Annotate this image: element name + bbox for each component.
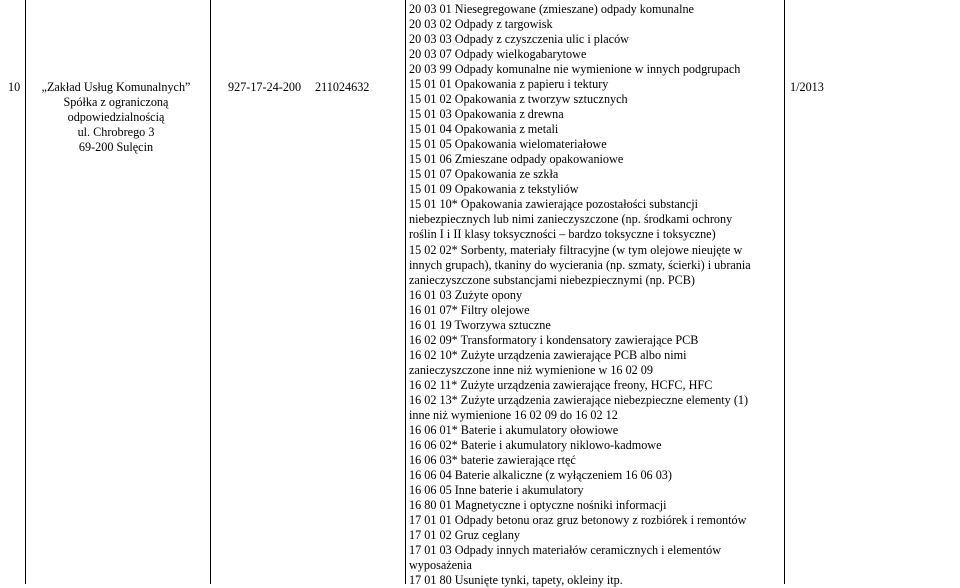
waste-line: 16 06 05 Inne baterie i akumulatory (409, 483, 584, 497)
waste-line: innych grupach), tkaniny do wycierania (np. szmaty, ścierki) i ubrania (409, 257, 751, 272)
waste-line: 20 03 07 Odpady wielkogabarytowe (409, 47, 587, 62)
waste-line: 16 80 01 Magnetyczne i optyczne nośniki informacji (409, 498, 667, 513)
waste-line: 15 01 09 Opakowania z tekstyliów (409, 182, 579, 197)
waste-line: 20 03 02 Odpady z targowisk (409, 17, 553, 32)
regon-number: 211024632 (315, 80, 370, 94)
waste-line: zanieczyszczone inne niż wymienione w 16 02 09 (409, 362, 653, 377)
company-line: 69-200 Sulęcin (78, 140, 154, 154)
waste-line: 15 01 10* Opakowania zawierające pozostałości substancji (409, 197, 699, 212)
company-name-address (30, 80, 202, 155)
waste-line: 16 01 19 Tworzywa sztuczne (409, 317, 551, 332)
waste-line: wyposażenia (409, 558, 472, 573)
waste-line: 16 06 03* baterie zawierające rtęć (409, 452, 576, 467)
company-line: Spółka z ograniczoną (63, 95, 169, 109)
company-line: ul. Chrobrego 3 (77, 125, 155, 139)
waste-line: 20 03 03 Odpady z czyszczenia ulic i placów (409, 32, 629, 47)
waste-line: 15 01 06 Zmieszane odpady opakowaniowe (409, 152, 624, 167)
waste-line: 17 01 01 Odpady betonu oraz gruz betonowy z rozbiórek i remontów (409, 513, 747, 528)
waste-line: 17 01 80 Usunięte tynki, tapety, okleiny itp. (409, 573, 623, 588)
row-number: 10 (8, 80, 21, 94)
waste-line: 17 01 03 Odpady innych materiałów ceramicznych i elementów (409, 543, 722, 558)
column-divider (784, 0, 785, 584)
waste-line: 15 01 05 Opakowania wielomateriałowe (409, 137, 607, 152)
waste-line: 16 01 03 Zużyte opony (409, 287, 523, 302)
waste-line: 15 01 01 Opakowania z papieru i tektury (409, 77, 609, 92)
waste-line: 15 01 02 Opakowania z tworzyw sztucznych (409, 92, 628, 107)
waste-line: roślin I i II klasy toksyczności – bardzo toksyczne i toksyczne) (409, 227, 716, 242)
company-line: odpowiedzialnością (67, 110, 165, 124)
nip-number: 927-17-24-200 (228, 80, 302, 94)
column-divider (405, 0, 406, 584)
waste-line: 16 06 01* Baterie i akumulatory ołowiowe (409, 422, 619, 437)
waste-line: 16 01 07* Filtry olejowe (409, 302, 530, 317)
waste-codes-list (409, 2, 779, 588)
waste-line: 20 03 01 Niesegregowane (zmieszane) odpady komunalne (409, 2, 694, 16)
waste-line: 20 03 99 Odpady komunalne nie wymienione w innych podgrupach (409, 62, 741, 77)
waste-line: niebezpiecznych lub nimi zanieczyszczone (np. środkami ochrony (409, 212, 733, 227)
waste-line: 15 01 04 Opakowania z metali (409, 122, 559, 137)
waste-line: 16 02 13* Zużyte urządzenia zawierające niebezpieczne elementy (1) (409, 392, 749, 407)
waste-line: 16 02 09* Transformatory i kondensatory zawierające PCB (409, 332, 699, 347)
waste-line: 16 06 02* Baterie i akumulatory niklowo-kadmowe (409, 437, 662, 452)
company-line: „Zakład Usług Komunalnych” (41, 80, 191, 94)
column-divider (25, 0, 26, 584)
column-divider (210, 0, 211, 584)
waste-line: 16 02 11* Zużyte urządzenia zawierające freony, HCFC, HFC (409, 377, 713, 392)
waste-line: 17 01 02 Gruz ceglany (409, 528, 521, 543)
waste-line: zanieczyszczone substancjami niebezpiecznymi (np. PCB) (409, 272, 695, 287)
waste-line: 15 01 07 Opakowania ze szkła (409, 167, 559, 182)
waste-line: 16 02 10* Zużyte urządzenia zawierające PCB albo nimi (409, 347, 687, 362)
waste-line: 16 06 04 Baterie alkaliczne (z wyłączeniem 16 06 03) (409, 467, 672, 482)
waste-line: 15 02 02* Sorbenty, materiały filtracyjne (w tym olejowe nieujęte w (409, 242, 743, 257)
entry-number: 1/2013 (790, 80, 824, 94)
waste-line: inne niż wymienione 16 02 09 do 16 02 12 (409, 407, 618, 422)
waste-line: 15 01 03 Opakowania z drewna (409, 107, 564, 122)
